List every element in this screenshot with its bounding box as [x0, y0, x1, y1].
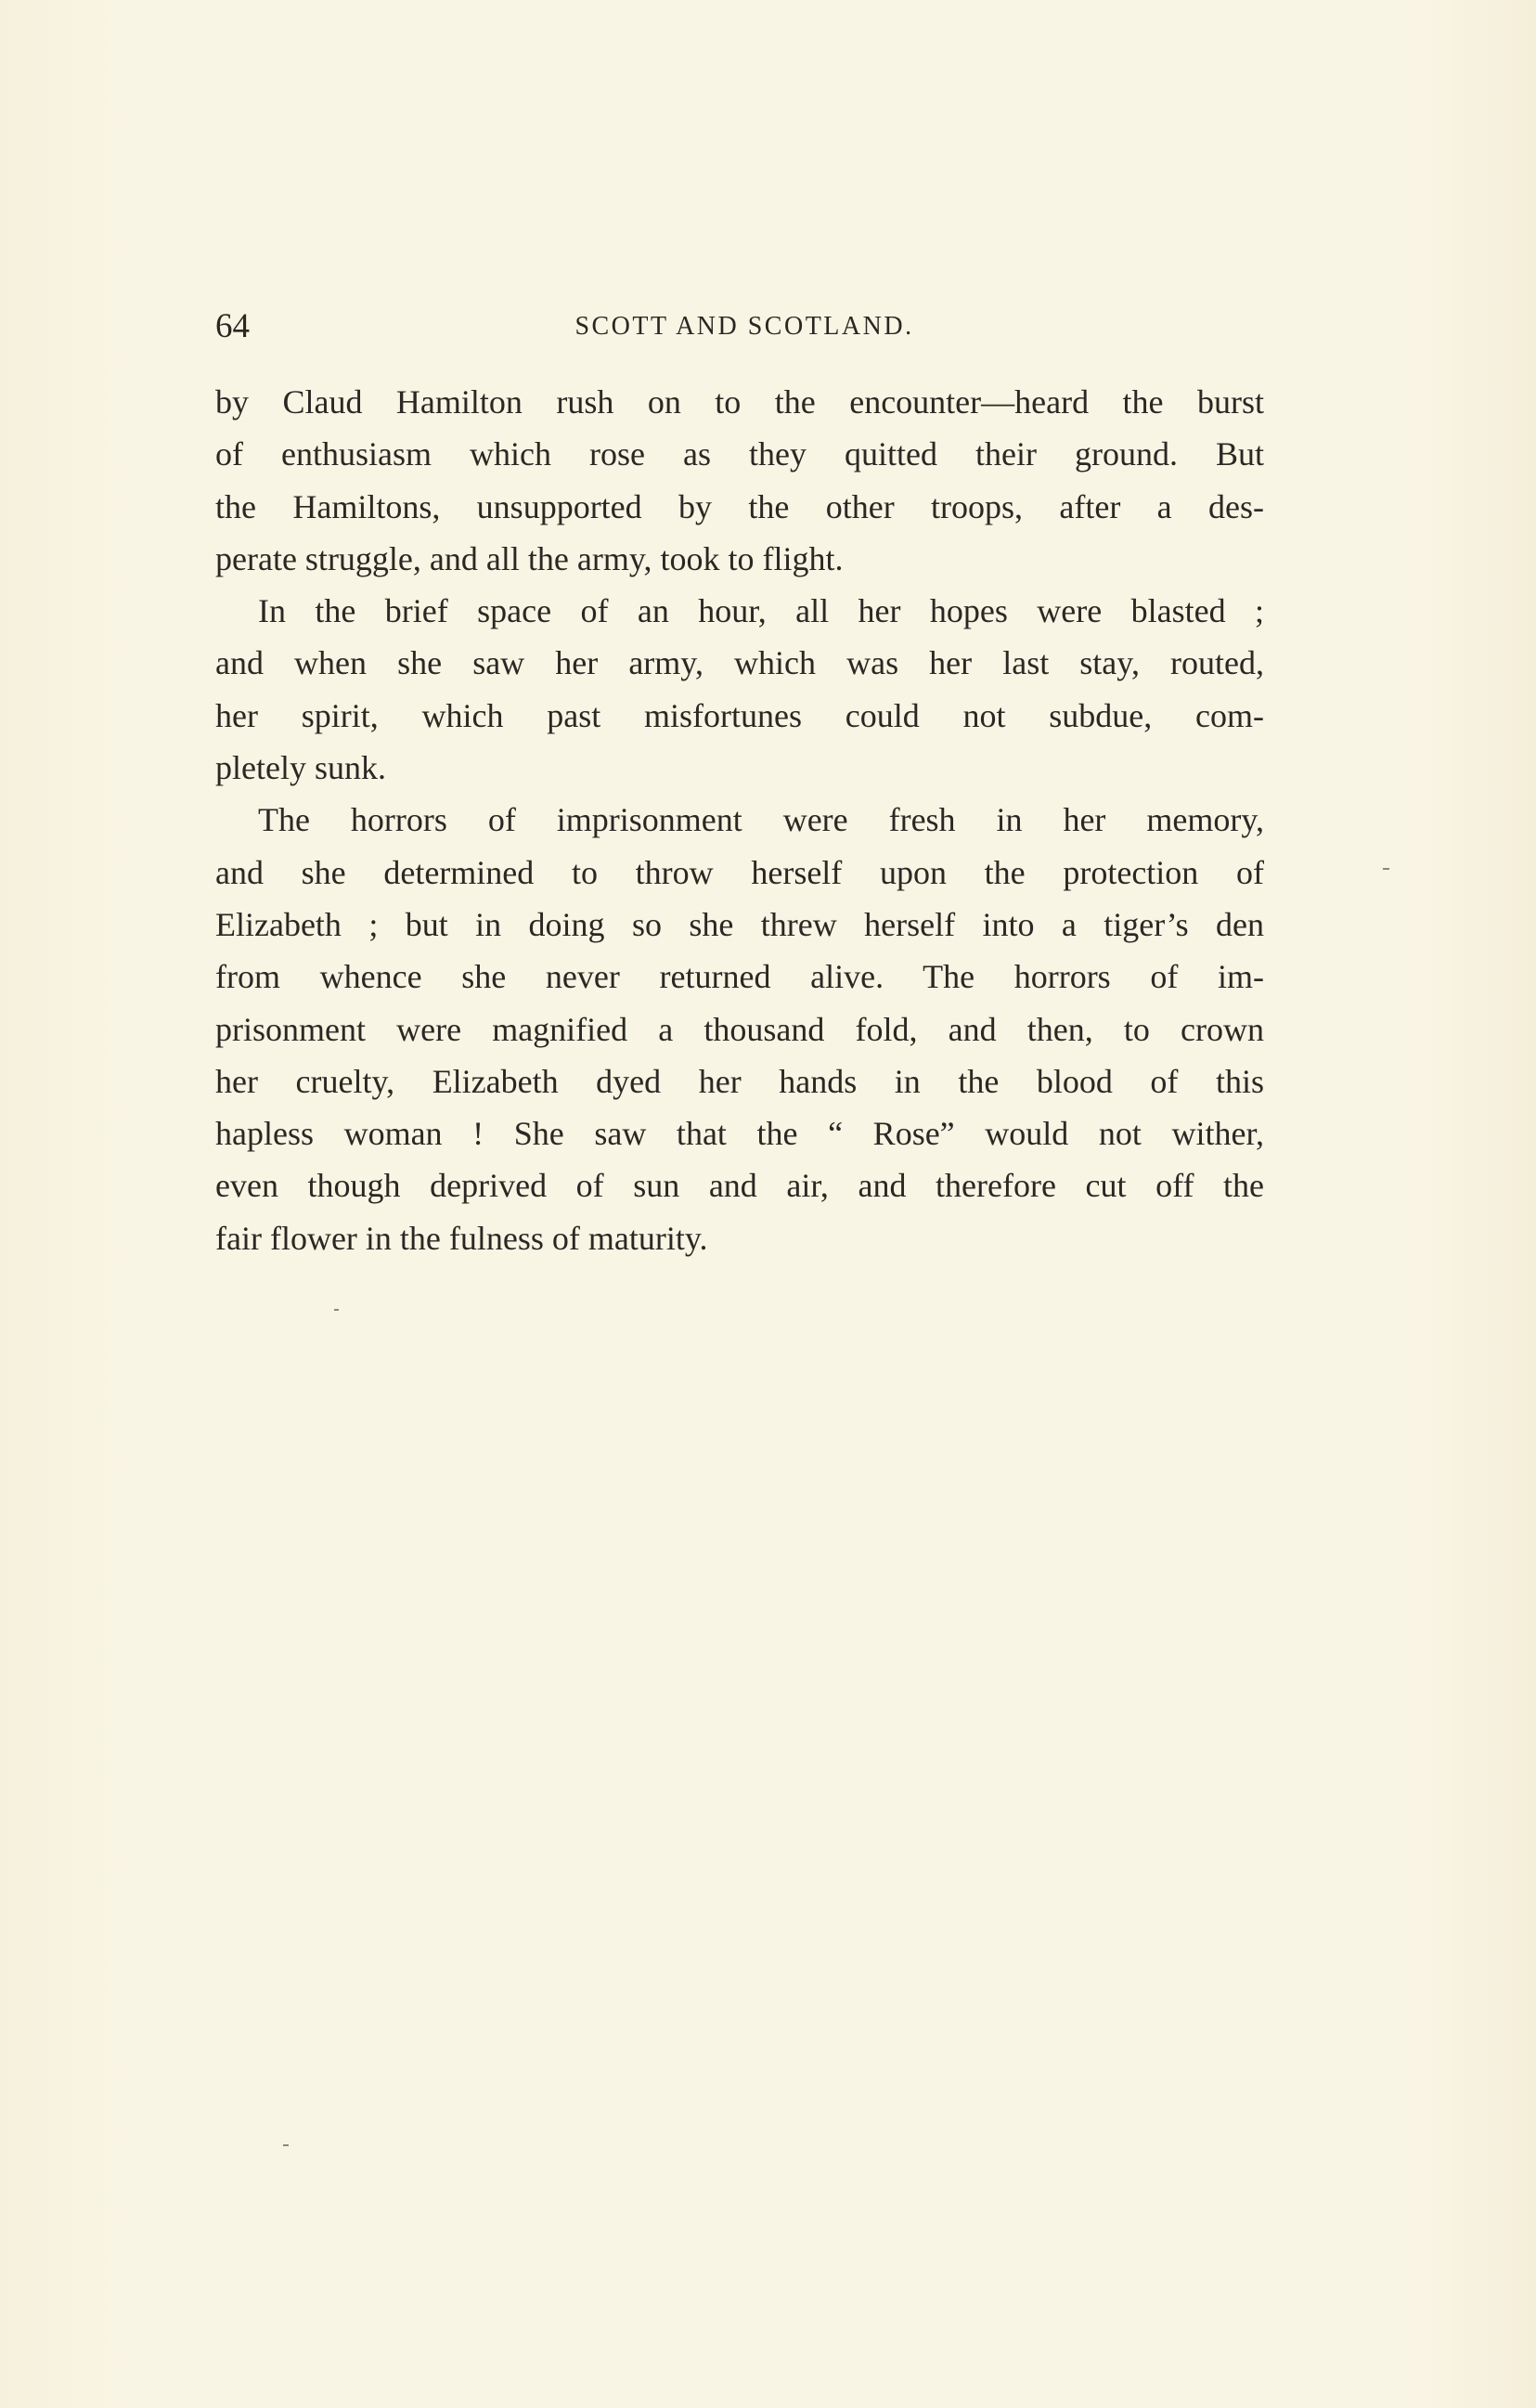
text-line: the Hamiltons, unsupported by the other troops, after a des- — [215, 487, 1264, 525]
paper-speck — [1383, 868, 1389, 870]
text-line: The horrors of imprisonment were fresh in her memory, — [258, 801, 1264, 839]
text-line: fair flower in the fulness of maturity. — [215, 1219, 708, 1257]
text-line: hapless woman ! She saw that the “ Rose” would not wither, — [215, 1115, 1264, 1153]
paper-speck — [283, 2144, 289, 2146]
text-line: even though deprived of sun and air, and therefore cut off the — [215, 1167, 1264, 1205]
page-number: 64 — [215, 307, 250, 345]
text-line: perate struggle, and all the army, took to flight. — [215, 539, 844, 577]
paragraph-1 — [215, 376, 1264, 585]
text-line: and she determined to throw herself upon the protection of — [215, 853, 1264, 891]
text-line: pletely sunk. — [215, 749, 386, 787]
paragraph-3 — [215, 794, 1264, 1264]
paper-speck — [334, 1309, 339, 1311]
text-line: by Claud Hamilton rush on to the encounter—heard the burst — [215, 383, 1264, 421]
running-title: SCOTT AND SCOTLAND. — [574, 312, 914, 341]
text-line: In the brief space of an hour, all her hopes were blasted ; — [258, 592, 1264, 630]
text-line: her spirit, which past misfortunes could not subdue, com- — [215, 696, 1264, 734]
text-line: of enthusiasm which rose as they quitted their ground. But — [215, 435, 1264, 473]
text-line: and when she saw her army, which was her last stay, routed, — [215, 644, 1264, 682]
text-line: prisonment were magnified a thousand fold, and then, to crown — [215, 1010, 1264, 1048]
body-text — [215, 376, 1264, 1264]
running-head — [215, 306, 1273, 353]
paragraph-2 — [215, 585, 1264, 794]
text-line: Elizabeth ; but in doing so she threw herself into a tiger’s den — [215, 905, 1264, 943]
text-line: her cruelty, Elizabeth dyed her hands in the blood of this — [215, 1062, 1264, 1100]
text-line: from whence she never returned alive. The horrors of im- — [215, 958, 1264, 996]
